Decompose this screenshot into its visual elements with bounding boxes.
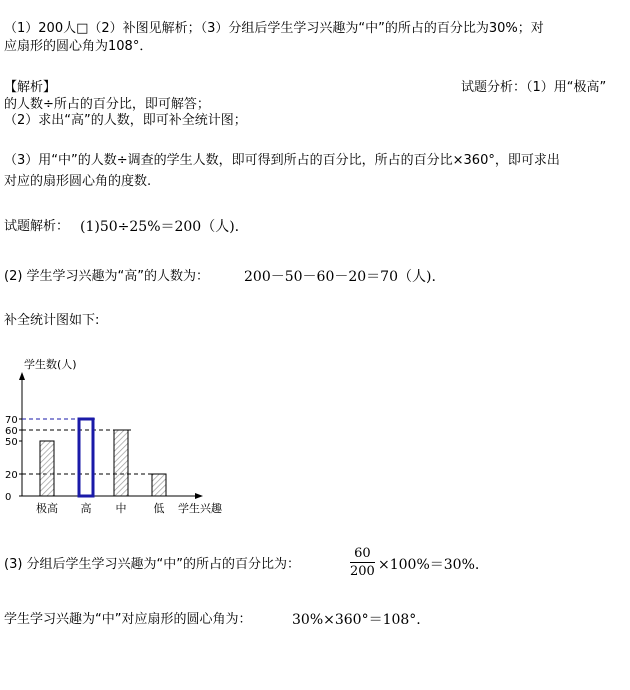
y-axis-arrow-icon <box>19 372 25 380</box>
category-label: 低 <box>153 502 165 515</box>
analysis-step3-line1: （3）用“中”的人数÷调查的学生人数，即可得到所占的百分比，所占的百分比×360°，即可求出 <box>4 153 560 168</box>
analysis-step1: 的人数÷所占的百分比，即可解答； <box>4 97 210 112</box>
y-tick-label: 50 <box>5 437 18 448</box>
y-tick-label: 20 <box>5 470 18 481</box>
bar-极高 <box>40 441 54 496</box>
analysis-step3-line2: 对应的扇形圆心角的度数. <box>4 174 152 189</box>
fraction-numerator: 60 <box>350 546 375 563</box>
solution-label: 试题解析： <box>4 219 70 234</box>
y-tick-label: 0 <box>5 492 12 503</box>
bar-低 <box>152 474 166 496</box>
fraction-denominator: 200 <box>350 564 375 579</box>
answer-line-1: （1）200人□（2）补图见解析；（3）分组后学生学习兴趣为“中”的所占的百分比为30%；对 <box>4 21 544 36</box>
solution-eq3-rest: ×100%＝30%. <box>378 557 480 573</box>
complete-chart-label: 补全统计图如下: <box>4 313 100 328</box>
category-label: 极高 <box>36 502 58 515</box>
analysis-heading: 【解析】 <box>4 80 57 95</box>
bar-中 <box>114 430 128 496</box>
category-label: 中 <box>115 502 127 515</box>
analysis-intro: 试题分析：（1）用“极高” <box>461 80 607 95</box>
bar-chart <box>0 350 250 525</box>
analysis-step2: （2）求出“高”的人数，即可补全统计图； <box>4 113 247 128</box>
solution-eq4-expr: 30%×360°＝108°. <box>292 612 421 628</box>
percentage-fraction <box>350 546 375 579</box>
solution-eq2-expr: 200－50－60－20＝70（人). <box>244 269 436 285</box>
solution-eq4-prefix: 学生学习兴趣为“中”对应扇形的圆心角为： <box>4 612 252 627</box>
solution-eq1: (1)50÷25%＝200（人). <box>80 219 240 235</box>
solution-eq3-prefix: (3) 分组后学生学习兴趣为“中”的所占的百分比为： <box>4 557 301 572</box>
category-label: 高 <box>80 502 92 515</box>
solution-eq2-prefix: (2) 学生学习兴趣为“高”的人数为： <box>4 269 210 284</box>
answer-line-2: 应扇形的圆心角为108°． <box>4 39 153 54</box>
x-axis-arrow-icon <box>195 493 203 499</box>
y-axis-label: 学生数(人) <box>24 358 77 371</box>
x-axis-label: 学生兴趣 <box>178 502 222 515</box>
bar-高 <box>79 419 93 496</box>
y-tick-label: 60 <box>5 426 18 437</box>
y-tick-label: 70 <box>5 415 18 426</box>
